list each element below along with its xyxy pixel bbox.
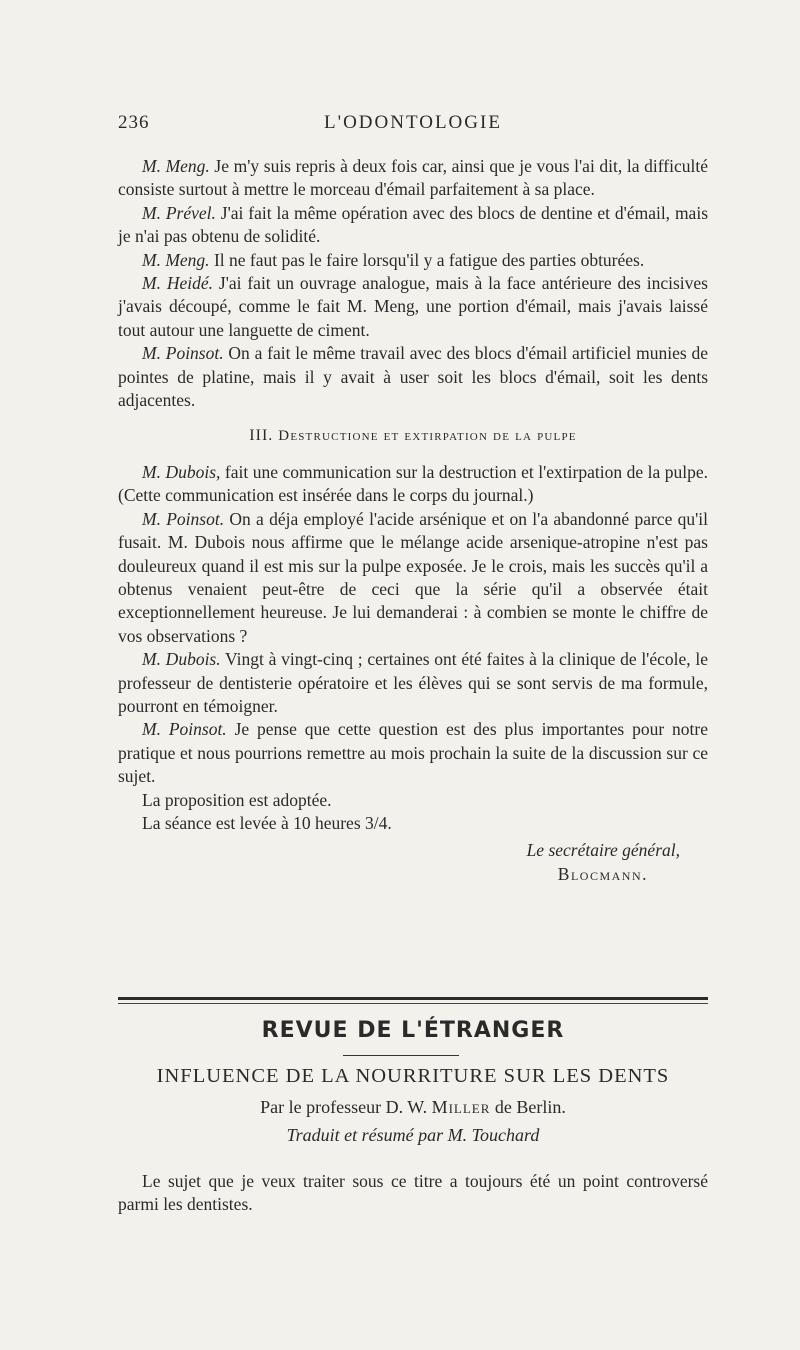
- signature: [118, 839, 708, 886]
- byline-author: Miller: [431, 1097, 491, 1117]
- paragraph-text: On a déja employé l'acide arsénique et on l'a abandonné parce qu'il fusait. M. Dubois nous affirme que le mélange acide arsenique-atropine n'est pas douleureux quand il est mis sur la pulpe exposée. Je le crois, mais les succès qu'il a obtenus venaient peut-être de ceci que la série qu'il a observée était exceptionnellement heureuse. Je lui demanderai : à combien se monte le chiffre de vos observations ?: [118, 508, 708, 646]
- byline: [118, 1097, 708, 1118]
- paragraph: [118, 272, 708, 342]
- paragraph: [118, 202, 708, 249]
- paragraph: [118, 461, 708, 508]
- section-divider-thin: [118, 1003, 708, 1004]
- article-title: INFLUENCE DE LA NOURRITURE SUR LES DENTS: [156, 1065, 670, 1087]
- speaker-name: M. Dubois.: [142, 649, 221, 670]
- page-header: [118, 112, 708, 142]
- paragraph: [118, 789, 708, 812]
- translator-credit: Traduit et résumé par M. Touchard: [286, 1125, 540, 1145]
- signature-name: Blocmann.: [557, 863, 648, 884]
- speaker-name: M. Meng.: [142, 156, 210, 176]
- paragraph: [118, 249, 708, 272]
- paragraph: [118, 648, 708, 718]
- paragraph: [118, 812, 708, 835]
- revue-underline: [343, 1055, 459, 1056]
- byline-suffix: de Berlin.: [490, 1097, 566, 1117]
- speaker-name: M. Poinsot.: [142, 343, 224, 364]
- paragraph-text: On a fait le même travail avec des blocs d'émail artificiel munies de pointes de platine, mais il y avait à user soit les blocs d'émail, soit les dents adjacentes.: [118, 343, 708, 411]
- speaker-name: M. Meng.: [142, 249, 210, 270]
- paragraph-text: Il ne faut pas le faire lorsqu'il y a fatigue des parties obturées.: [209, 249, 645, 270]
- paragraph-text: fait une communication sur la destruction et l'extirpation de la pulpe. (Cette communication est insérée dans le corps du journal.): [118, 461, 708, 506]
- paragraph: [118, 508, 708, 648]
- paragraph-text: La séance est levée à 10 heures 3/4.: [142, 812, 392, 833]
- speaker-name: M. Prével.: [142, 202, 216, 223]
- page-number: 236: [118, 112, 150, 133]
- paragraph-text: Vingt à vingt-cinq ; certaines ont été faites à la clinique de l'école, le professeur de dentisterie opératoire et les élèves qui se sont servis de ma formule, pourront en témoigner.: [118, 649, 708, 716]
- section-divider-thick: [118, 997, 708, 1000]
- paragraph-text: Je m'y suis repris à deux fois car, ainsi que je vous l'ai dit, la difficulté consiste surtout à mettre le morceau d'émail parfaitement à sa place.: [118, 156, 708, 200]
- section-title: Destructione et extirpation de la pulpe: [278, 428, 577, 445]
- paragraph: [118, 342, 708, 412]
- signature-title: Le secrétaire général,: [526, 840, 680, 861]
- byline-prefix: Par le professeur D. W.: [260, 1097, 432, 1117]
- running-title: L'ODONTOLOGIE: [324, 112, 502, 133]
- paragraph: [118, 718, 708, 788]
- speaker-name: M. Dubois,: [142, 461, 221, 482]
- speaker-name: M. Heidé.: [142, 273, 213, 294]
- speaker-name: M. Poinsot.: [142, 508, 225, 529]
- section-heading: [118, 424, 708, 448]
- paragraph-text: J'ai fait la même opération avec des blocs de dentine et d'émail, mais je n'ai pas obtenu de solidité.: [118, 202, 709, 247]
- paragraph-text: La proposition est adoptée.: [142, 789, 332, 810]
- speaker-name: M. Poinsot.: [142, 719, 227, 740]
- intro-text: Le sujet que je veux traiter sous ce titre a toujours été un point controversé parmi les dentistes.: [118, 1170, 708, 1214]
- paragraph-text: J'ai fait un ouvrage analogue, mais à la face antérieure des incisives j'avais découpé, comme le fait M. Meng, une portion d'émail, mais j'avais laissé tout autour une languette de ciment.: [118, 273, 708, 340]
- intro-paragraph: [118, 1170, 708, 1217]
- paragraph: [118, 155, 708, 202]
- revue-heading: REVUE DE L'ÉTRANGER: [261, 1018, 565, 1043]
- paragraph-text: Je pense que cette question est des plus importantes pour notre pratique et nous pourrions remettre au mois prochain la suite de la discussion sur ce sujet.: [118, 719, 708, 787]
- section-number: III.: [249, 427, 274, 445]
- discussion-body: [118, 155, 708, 886]
